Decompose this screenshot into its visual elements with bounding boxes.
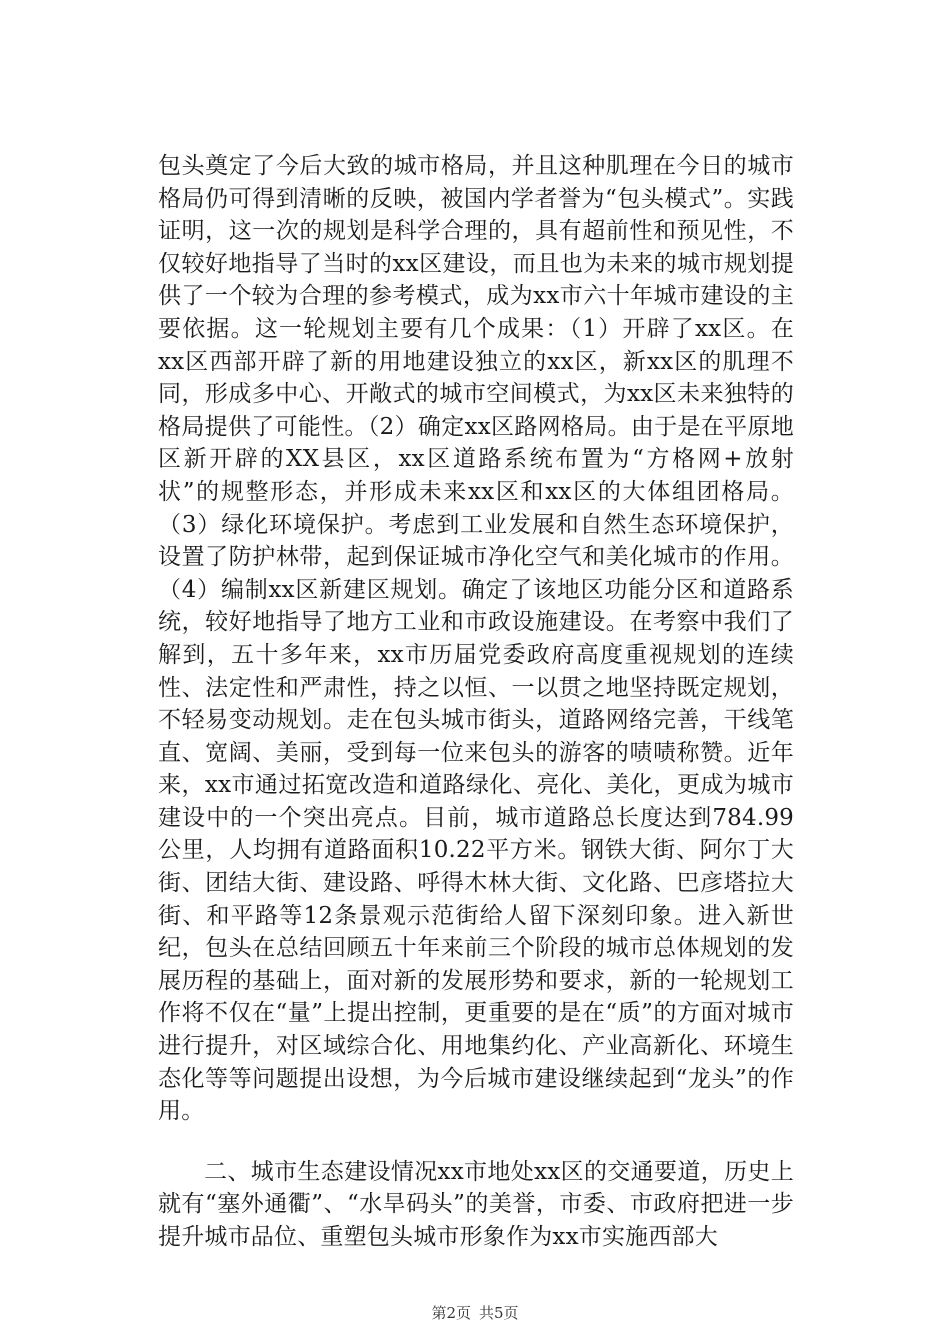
paragraph-planning-results: 包头奠定了今后大致的城市格局，并且这种肌理在今日的城市格局仍可得到清晰的反映，被国内学者誉为“包头模式”。实践证明，这一次的规划是科学合理的，具有超前性和预见性，不仅较好地指导了当时的xx区建设，而且也为未来的城市规划提供了一个较为合理的参考模式，成为xx市六十年城市建设的主要依据。这一轮规划主要有几个成果：（1）开辟了xx区。在xx区西部开辟了新的用地建设独立的xx区，新xx区的肌理不同，形成多中心、开敞式的城市空间模式，为xx区未来独特的格局提供了可能性。（2）确定xx区路网格局。由于是在平原地区新开辟的XX县区，xx区道路系统布置为“方格网+放射状”的规整形态，并形成未来xx区和xx区的大体组团格局。（3）绿化环境保护。考虑到工业发展和自然生态环境保护，设置了防护林带，起到保证城市净化空气和美化城市的作用。（4）编制xx区新建区规划。确定了该地区功能分区和道路系统，较好地指导了地方工业和市政设施建设。在考察中我们了解到，五十多年来，xx市历届党委政府高度重视规划的连续性、法定性和严肃性，持之以恒、一以贯之地坚持既定规划，不轻易变动规划。走在包头城市街头，道路网络完善，干线笔直、宽阔、美丽，受到每一位来包头的游客的啧啧称赞。近年来，xx市通过拓宽改造和道路绿化、亮化、美化，更成为城市建设中的一个突出亮点。目前，城市道路总长度达到784.99公里，人均拥有道路面积10.22平方米。钢铁大街、阿尔丁大街、团结大街、建设路、呼得木林大街、文化路、巴彦塔拉大街、和平路等12条景观示范街给人留下深刻印象。进入新世纪，包头在总结回顾五十年来前三个阶段的城市总体规划的发展历程的基础上，面对新的发展形势和要求，新的一轮规划工作将不仅在“量”上提出控制，更重要的是在“质”的方面对城市进行提升，对区域综合化、用地集约化、产业高新化、环境生态化等等问题提出设想，为今后城市建设继续起到“龙头”的作用。: [158, 153, 794, 1125]
page-footer: [0, 1302, 950, 1323]
page-number: 第2页: [431, 1304, 471, 1322]
document-body: [158, 150, 794, 1254]
paragraph-ecological-construction: 二、城市生态建设情况xx市地处xx区的交通要道，历史上就有“塞外通衢”、“水旱码头”的美誉，市委、市政府把进一步提升城市品位、重塑包头城市形象作为xx市实施西部大: [158, 1158, 794, 1250]
page-total: 共5页: [479, 1304, 519, 1322]
